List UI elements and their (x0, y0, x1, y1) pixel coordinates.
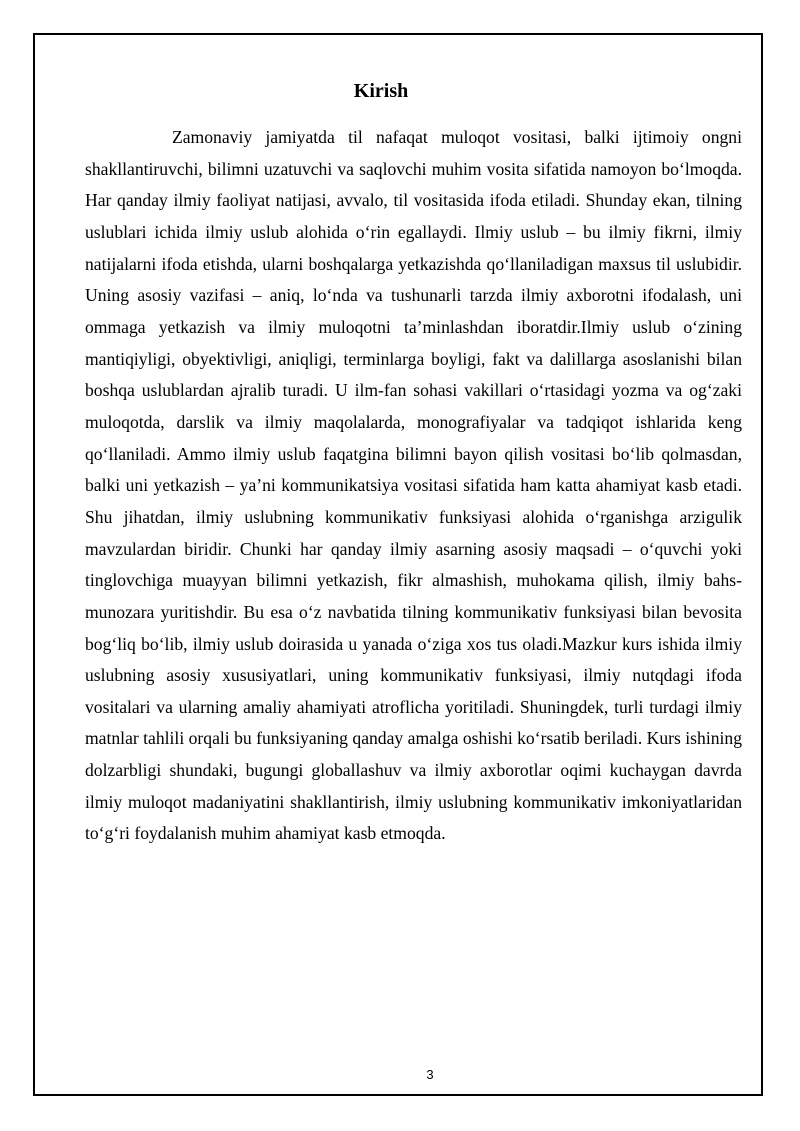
section-title: Kirish (353, 80, 409, 102)
body-paragraph: Zamonaviy jamiyatda til nafaqat muloqot vositasi, balki ijtimoiy ongni shakllantiruvchi, bilimni uzatuvchi va saqlovchi muhim vosita sifatida namoyon bo‘lmoqda. Har qanday ilmiy faoliyat natijasi, avvalo, til vositasida ifoda etiladi. Shunday ekan, tilning uslublari ichida ilmiy uslub alohida o‘rin egallaydi. Ilmiy uslub – bu ilmiy fikrni, ilmiy natijalarni ifoda etishda, ularni boshqalarga yetkazishda qo‘llaniladigan maxsus til uslubidir. Uning asosiy vazifasi – aniq, lo‘nda va tushunarli tarzda ilmiy axborotni ifodalash, uni ommaga yetkazish va ilmiy muloqotni ta’minlashdan iboratdir.Ilmiy uslub o‘zining mantiqiyligi, obyektivligi, aniqligi, terminlarga boyligi, fakt va dalillarga asoslanishi bilan boshqa uslublardan ajralib turadi. U ilm-fan sohasi vakillari o‘rtasidagi yozma va og‘zaki muloqotda, darslik va ilmiy maqolalarda, monografiyalar va tadqiqot ishlarida keng qo‘llaniladi. Ammo ilmiy uslub faqatgina bilimni bayon qilish vositasi bo‘lib qolmasdan, balki uni yetkazish – ya’ni kommunikatsiya vositasi sifatida ham katta ahamiyat kasb etadi. Shu jihatdan, ilmiy uslubning kommunikativ funksiyasi alohida o‘rganishga arzigulik mavzulardan biridir. Chunki har qanday ilmiy asarning asosiy maqsadi – o‘quvchi yoki tinglovchiga muayyan bilimni yetkazish, fikr almashish, muhokama qilish, ilmiy bahs-munozara yuritishdir. Bu esa o‘z navbatida tilning kommunikativ funksiyasi bilan bevosita bog‘liq bo‘lib, ilmiy uslub doirasida u yanada o‘ziga xos tus oladi.Mazkur kurs ishida ilmiy uslubning asosiy xususiyatlari, uning kommunikativ funksiyasi, ilmiy nutqdagi ifoda vositalari va ularning amaliy ahamiyati atroflicha yoritiladi. Shuningdek, turli turdagi ilmiy matnlar tahlili orqali bu funksiyaning qanday amalga oshishi ko‘rsatib beriladi. Kurs ishining dolzarbligi shundaki, bugungi globallashuv va ilmiy axborotlar oqimi kuchaygan davrda ilmiy muloqot madaniyatini shakllantirish, ilmiy uslubning kommunikativ imkoniyatlaridan to‘g‘ri foydalanish muhim ahamiyat kasb etmoqda. (85, 127, 742, 844)
page-number: 3 (426, 1067, 434, 1082)
